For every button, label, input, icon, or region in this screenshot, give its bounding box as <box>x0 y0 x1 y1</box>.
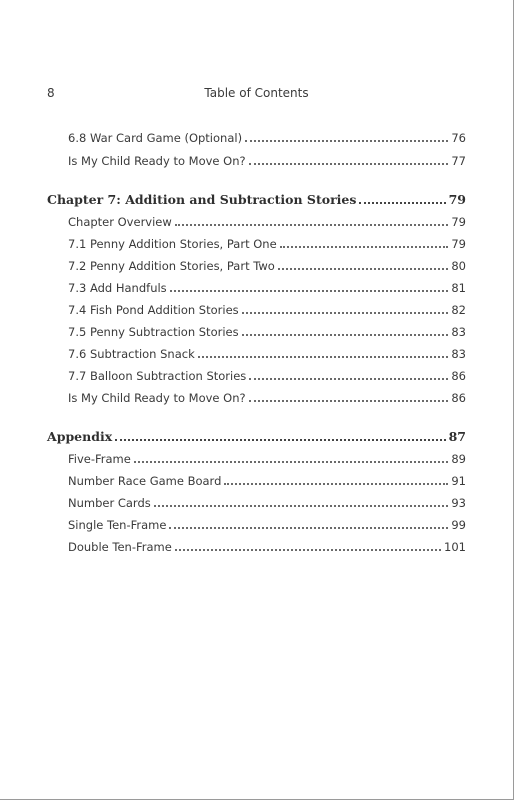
toc-entry-label: Is My Child Ready to Move On? <box>68 391 246 405</box>
dot-leader <box>242 312 449 314</box>
toc-entry-label: 7.1 Penny Addition Stories, Part One <box>68 237 277 251</box>
toc-entry-page: 79 <box>451 215 466 229</box>
toc-entry-label: Chapter Overview <box>68 215 172 229</box>
toc-entry <box>0 127 513 145</box>
toc-entry-label: 7.4 Fish Pond Addition Stories <box>68 303 239 317</box>
dot-leader <box>278 268 449 270</box>
toc-entry-label: 7.3 Add Handfuls <box>68 281 167 295</box>
dot-leader <box>115 439 445 441</box>
toc-entry-page: 91 <box>451 474 466 488</box>
toc-entry <box>0 255 513 273</box>
toc-entry-page: 77 <box>451 154 466 168</box>
toc-entry-page: 80 <box>451 259 466 273</box>
dot-leader <box>224 483 448 485</box>
toc-entry <box>0 448 513 466</box>
toc-entry-label: Number Cards <box>68 496 151 510</box>
toc-chapter-heading <box>0 189 513 207</box>
dot-leader <box>169 527 448 529</box>
toc-entry-label: Single Ten-Frame <box>68 518 167 532</box>
toc-entry-page: 86 <box>451 369 466 383</box>
dot-leader <box>245 140 448 142</box>
toc-entry <box>0 343 513 361</box>
toc-entry-label: Double Ten-Frame <box>68 540 172 554</box>
toc-entry-label: 7.7 Balloon Subtraction Stories <box>68 369 247 383</box>
toc-entry-page: 93 <box>451 496 466 510</box>
page-number: 8 <box>47 86 55 100</box>
toc-entry <box>0 492 513 510</box>
running-title: Table of Contents <box>204 86 309 100</box>
toc-appendix-page: 87 <box>448 429 466 444</box>
toc-entry-page: 89 <box>451 452 466 466</box>
toc-entry <box>0 299 513 317</box>
dot-leader <box>154 505 449 507</box>
toc-entry-page: 82 <box>451 303 466 317</box>
toc-entry-page: 86 <box>451 391 466 405</box>
toc-entry-label: Number Race Game Board <box>68 474 222 488</box>
dot-leader <box>280 246 449 248</box>
toc-entry <box>0 277 513 295</box>
toc-entry-page: 83 <box>451 325 466 339</box>
toc-entry <box>0 365 513 383</box>
toc-entry <box>0 150 513 168</box>
page-header <box>47 86 466 104</box>
dot-leader <box>242 334 449 336</box>
toc-appendix-label: Appendix <box>47 429 113 444</box>
dot-leader <box>198 356 449 358</box>
toc-entry-label: 6.8 War Card Game (Optional) <box>68 131 243 145</box>
toc-entry <box>0 233 513 251</box>
toc-entry-label: Is My Child Ready to Move On? <box>68 154 246 168</box>
toc-entry-page: 83 <box>451 347 466 361</box>
toc-appendix-heading <box>0 426 513 444</box>
dot-leader <box>249 400 449 402</box>
toc-entry-label: 7.2 Penny Addition Stories, Part Two <box>68 259 275 273</box>
toc-entry <box>0 321 513 339</box>
toc-entry <box>0 211 513 229</box>
toc-entry-page: 81 <box>451 281 466 295</box>
toc-entry-page: 101 <box>444 540 466 554</box>
toc-entry-label: 7.6 Subtraction Snack <box>68 347 195 361</box>
toc-entry <box>0 387 513 405</box>
toc-entry-label: Five-Frame <box>68 452 131 466</box>
dot-leader <box>249 378 448 380</box>
toc-chapter-page: 79 <box>448 192 466 207</box>
dot-leader <box>175 224 449 226</box>
toc-entry-page: 99 <box>451 518 466 532</box>
dot-leader <box>170 290 449 292</box>
dot-leader <box>175 549 441 551</box>
dot-leader <box>359 202 445 204</box>
dot-leader <box>134 461 449 463</box>
toc-entry-page: 76 <box>451 131 466 145</box>
toc-entry-page: 79 <box>451 237 466 251</box>
dot-leader <box>249 163 449 165</box>
toc-entry <box>0 536 513 554</box>
toc-entry <box>0 514 513 532</box>
toc-entry-label: 7.5 Penny Subtraction Stories <box>68 325 239 339</box>
toc-entry <box>0 470 513 488</box>
toc-chapter-label: Chapter 7: Addition and Subtraction Stories <box>47 192 357 207</box>
